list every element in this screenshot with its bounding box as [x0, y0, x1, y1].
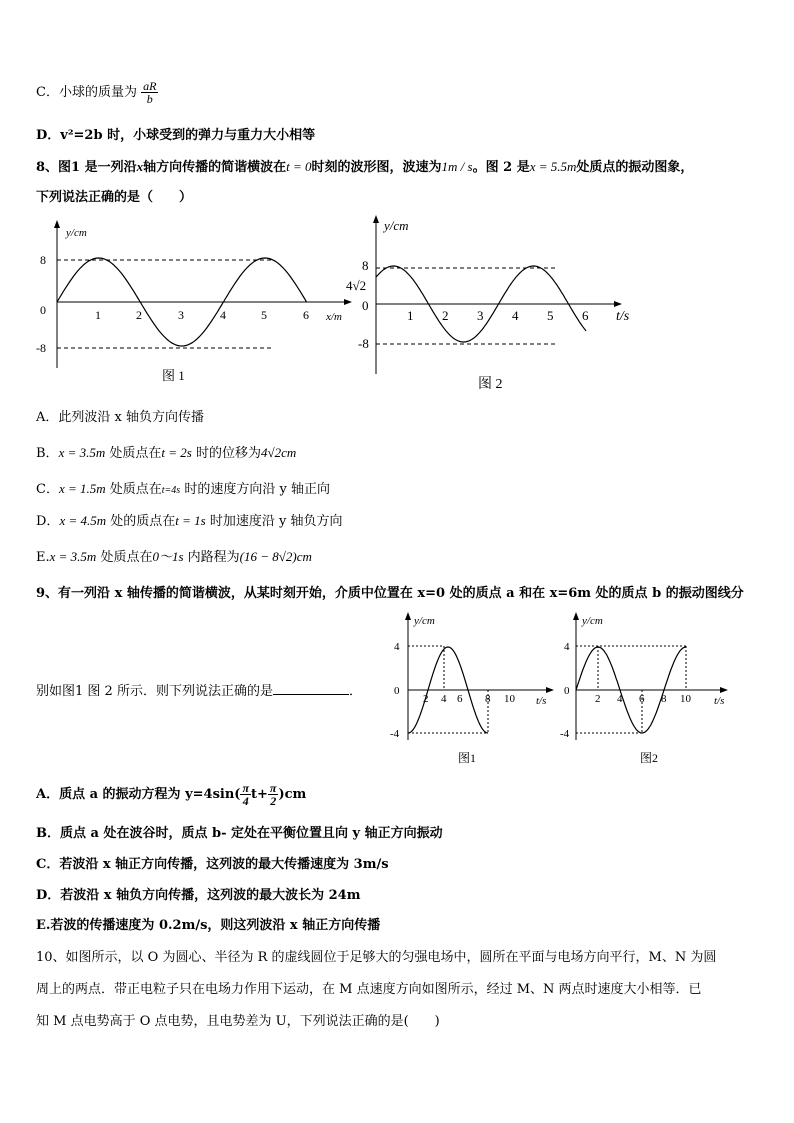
- q7-option-d: D．v²=2b 时，小球受到的弹力与重力大小相等: [36, 128, 316, 143]
- option-text: 处质点在: [105, 482, 162, 497]
- fraction-denominator: b: [146, 92, 153, 106]
- q9-fig1-ylabel: y/cm: [414, 615, 435, 627]
- q8-fig1-ytick: -8: [36, 341, 46, 355]
- math-text: 0～1s: [152, 549, 184, 564]
- q8-fig2-ytick: 4√2: [346, 278, 367, 293]
- math-text: t = 1s: [175, 513, 206, 528]
- q8-fig2-ylabel: y/cm: [384, 218, 409, 233]
- option-text: )cm: [278, 787, 307, 802]
- q9-fig1-xtick: 8: [485, 693, 491, 705]
- q9-fig1-ytick: -4: [390, 728, 400, 740]
- option-text: t+: [251, 787, 268, 802]
- q9-option-b: B．质点 a 处在波谷时，质点 b- 定处在平衡位置且向 y 轴正方向振动: [36, 826, 443, 841]
- fraction-denominator: 4: [242, 794, 249, 808]
- q8-fig1-ytick: 0: [40, 303, 46, 317]
- q8-stem-text: 8、图1 是一列沿: [36, 160, 137, 175]
- math-text: x = 4.5m: [59, 513, 107, 528]
- q8-stem-text: 轴方向传播的简谐横波在: [143, 160, 287, 175]
- q9-figure-1: [380, 610, 560, 770]
- q8-fig2-xtick: 5: [547, 308, 554, 323]
- fraction-numerator: aR: [143, 79, 157, 93]
- q8-fig2-xtick: 1: [407, 308, 414, 323]
- math-text: x = 3.5m: [49, 549, 97, 564]
- math-text: x = 1.5m: [58, 481, 106, 496]
- q8-fig2-ytick: 0: [362, 298, 369, 313]
- q8-stem-text: 时刻的波形图，波速为: [311, 160, 442, 175]
- q9-fig1-xtick: 6: [457, 693, 463, 705]
- q8-fig2-xtick: 2: [442, 308, 449, 323]
- q9-fig2-xtick: 8: [661, 693, 667, 705]
- q8-option-d: [36, 510, 342, 529]
- q9-fig1-xtick: 10: [504, 693, 515, 705]
- q8-stem-line2: 下列说法正确的是（ ）: [36, 190, 193, 205]
- q8-stem-line1: [36, 156, 693, 175]
- q9-fig2-ytick: 4: [564, 641, 570, 653]
- q8-option-c: [36, 478, 330, 497]
- option-text: 处的质点在: [106, 514, 176, 529]
- option-text: 处质点在: [105, 446, 162, 461]
- fraction-denominator: 2: [270, 794, 277, 808]
- q10-stem-line2: 周上的两点．带正电粒子只在电场力作用下运动，在 M 点速度方向如图所示，经过 M、N 两点时速度大小相等．已: [36, 982, 702, 997]
- q8-stem-math: x = 5.5m: [529, 159, 577, 174]
- q9-fig2-xlabel: t/s: [714, 695, 725, 707]
- q8-fig2-caption: 图 2: [478, 377, 503, 392]
- q9-fig1-ytick: 4: [394, 641, 400, 653]
- fraction: [240, 782, 251, 807]
- q9-fig1-xlabel: t/s: [536, 695, 547, 707]
- q8-fig2-xlabel: t/s: [616, 309, 630, 324]
- q8-stem-math: 1m / s: [441, 159, 473, 174]
- q8-stem-text: 。图 2 是: [472, 160, 530, 175]
- q9-fig2-caption: 图2: [640, 751, 659, 765]
- q8-figure-2: [344, 212, 634, 398]
- q9-option-c: C．若波沿 x 轴正方向传播，这列波的最大传播速度为 3m/s: [36, 857, 389, 872]
- q8-fig1-ylabel: y/cm: [66, 227, 87, 239]
- option-text: 内路程为: [183, 550, 240, 565]
- q7-option-c-text: C．小球的质量为: [36, 85, 137, 100]
- q8-stem-math: x: [136, 159, 144, 174]
- q8-fig1-xtick: 6: [303, 308, 309, 322]
- q8-fig1-xlabel: x/m: [326, 311, 342, 323]
- math-text: t = 2s: [161, 445, 192, 460]
- q9-fig2-ytick: 0: [564, 685, 570, 697]
- q8-fig1-ytick: 8: [40, 253, 46, 267]
- q8-fig1-xtick: 1: [95, 308, 101, 322]
- q7-option-c: [36, 80, 158, 105]
- option-text: 时的速度方向沿 y 轴正向: [180, 482, 330, 497]
- q9-fig1-xtick: 4: [441, 693, 447, 705]
- q8-fig1-xtick: 3: [178, 308, 184, 322]
- answer-blank: [273, 694, 349, 695]
- q9-fig1-caption: 图1: [458, 751, 477, 765]
- option-label: E.: [36, 550, 50, 565]
- q9-fig2-xtick: 2: [595, 693, 601, 705]
- option-text: 时加速度沿 y 轴负方向: [205, 514, 343, 529]
- q7-option-c-fraction: [141, 80, 158, 105]
- q8-fig2-xtick: 4: [512, 308, 519, 323]
- q9-fig2-ytick: -4: [560, 728, 570, 740]
- q8-fig2-ytick: -8: [358, 336, 369, 351]
- q9-stem-line2: [36, 680, 362, 699]
- option-text: 时的位移为: [191, 446, 261, 461]
- q8-fig1-xtick: 2: [136, 308, 142, 322]
- q9-option-a: [36, 782, 306, 807]
- q9-fig1-ytick: 0: [394, 685, 400, 697]
- q9-stem-text: ．: [348, 684, 362, 699]
- q9-stem-text: 别如图1 图 2 所示．则下列说法正确的是: [36, 684, 273, 699]
- option-text: 处质点在: [96, 550, 153, 565]
- q9-option-e: E.若波的传播速度为 0.2m/s，则这列波沿 x 轴正方向传播: [36, 918, 381, 933]
- q8-fig1-xtick: 5: [261, 308, 267, 322]
- q8-option-b: [36, 442, 296, 461]
- math-text: x = 3.5m: [58, 445, 106, 460]
- q8-stem-math: t = 0: [286, 159, 312, 174]
- q9-figure-2: [556, 610, 736, 770]
- fraction-numerator: π: [242, 781, 250, 795]
- q8-figure-1: [32, 218, 354, 388]
- math-text: (16 − 8√2)cm: [239, 549, 312, 564]
- q8-option-a: A．此列波沿 x 轴负方向传播: [36, 410, 204, 425]
- q8-fig2-xtick: 6: [582, 308, 589, 323]
- q9-fig1-xtick: 2: [423, 693, 429, 705]
- fraction: [268, 782, 279, 807]
- q9-stem-line1: 9、有一列沿 x 轴传播的简谐横波，从某时刻开始，介质中位置在 x=0 处的质点 a 和在 x=6m 处的质点 b 的振动图线分: [36, 586, 744, 601]
- option-text: A．质点 a 的振动方程为 y=4sin(: [36, 787, 241, 802]
- q8-stem-text: 处质点的振动图象，: [576, 160, 694, 175]
- q8-fig2-ytick: 8: [362, 258, 369, 273]
- math-text: 4√2cm: [260, 445, 297, 460]
- option-label: C．: [36, 482, 59, 497]
- q8-fig2-xtick: 3: [477, 308, 484, 323]
- fraction-numerator: π: [269, 781, 277, 795]
- q9-option-d: D．若波沿 x 轴负方向传播，这列波的最大波长为 24m: [36, 888, 361, 903]
- option-label: B．: [36, 446, 59, 461]
- q10-stem-line3: 知 M 点电势高于 O 点电势，且电势差为 U，下列说法正确的是( ): [36, 1014, 440, 1029]
- q10-stem-line1: 10、如图所示，以 O 为圆心、半径为 R 的虚线圆位于足够大的匀强电场中，圆所在平面与电场方向平行，M、N 为圆: [36, 950, 717, 965]
- q8-fig1-xtick: 4: [220, 308, 226, 322]
- q9-fig2-xtick: 10: [680, 693, 691, 705]
- q9-fig2-xtick: 4: [617, 693, 623, 705]
- q8-option-e: [36, 546, 312, 565]
- q8-fig1-caption: 图 1: [162, 368, 185, 383]
- option-label: D．: [36, 514, 60, 529]
- q9-fig2-ylabel: y/cm: [582, 615, 603, 627]
- math-text: t=4s: [161, 485, 181, 496]
- q9-fig2-xtick: 6: [639, 693, 645, 705]
